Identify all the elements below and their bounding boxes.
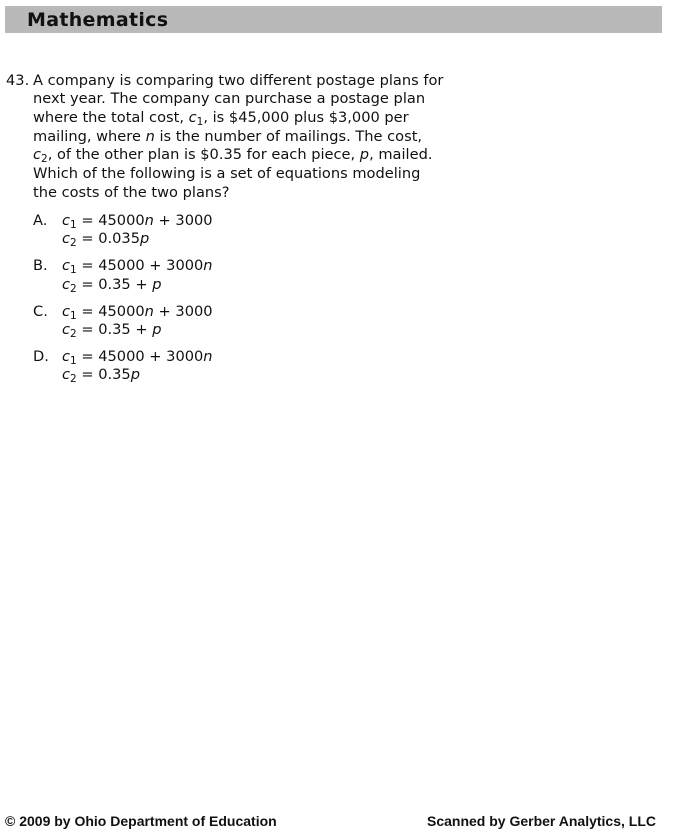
equation-c1: $c_1 = 45000 + 3000n$ xyxy=(62,348,213,368)
equation-c1: $c_1 = 45000n + 3000$ xyxy=(62,302,213,322)
scanner-credit-footer: Scanned by Gerber Analytics, LLC xyxy=(427,813,656,829)
choice-letter: A. xyxy=(33,212,48,229)
equation-c2: $c_2 = 0.035p$ xyxy=(62,230,150,250)
section-header xyxy=(5,6,662,33)
stem-line: where the total cost, $c_1$, is $45,000 plus $3,000 per xyxy=(33,108,409,128)
choice-letter: B. xyxy=(33,257,48,275)
question-stem xyxy=(33,72,503,202)
equation-c2: $c_2 = 0.35 + p$ xyxy=(62,321,162,341)
equation-c2: $c_2 = 0.35p$ xyxy=(62,366,140,386)
stem-line: next year. The company can purchase a postage plan xyxy=(33,90,426,108)
choice-letter: C. xyxy=(33,302,48,320)
equation-c1: $c_1 = 45000 + 3000n$ xyxy=(62,257,213,277)
stem-line: mailing, where n is the number of mailings. The cost, xyxy=(33,127,423,145)
copyright-footer: © 2009 by Ohio Department of Education xyxy=(5,813,277,829)
equation-c2: $c_2 = 0.35 + p$ xyxy=(62,275,162,295)
equation-c1: $c_1 = 45000n + 3000$ xyxy=(62,212,213,231)
stem-line: A company is comparing two different postage plans for xyxy=(33,72,444,89)
question-number: 43. xyxy=(6,72,30,89)
stem-line: the costs of the two plans? xyxy=(33,183,230,201)
stem-line: Which of the following is a set of equations modeling xyxy=(33,165,421,183)
section-title: Mathematics xyxy=(27,9,169,31)
choice-letter: D. xyxy=(33,348,49,366)
stem-line: $c_2$, of the other plan is $0.35 for each piece, p, mailed. xyxy=(33,146,433,166)
